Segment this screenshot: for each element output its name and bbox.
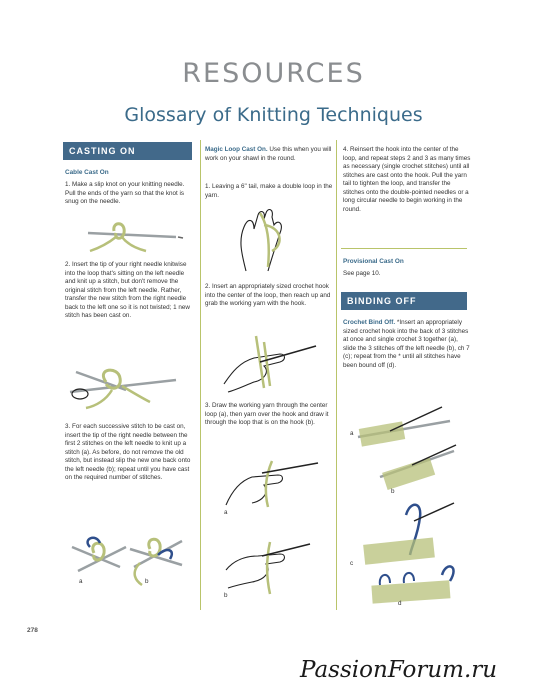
cable-step-1: 1. Make a slip knot on your knitting needle. Pull the ends of the yarn so that the knot is snug on the needle. [65, 181, 185, 205]
cable-illustration-1 [86, 215, 186, 255]
magic-label-a: a [224, 509, 228, 516]
magic-loop-intro [205, 146, 333, 163]
binding-off-band: BINDING OFF [341, 292, 467, 310]
casting-on-band: CASTING ON [63, 142, 192, 160]
magic-illustration-1 [232, 205, 302, 275]
cable-step-3: 3. For each successive stitch to be cast on, insert the tip of the right needle between the first 2 stitches on the left needle to knit up a stitch (a). As before, do not remove the old stitch, but instead slip the new one back onto the left needle (b); repeat until you have cast on the required number of stitches. [65, 423, 191, 481]
page-title: Glossary of Knitting Techniques [124, 104, 423, 126]
bind-off-label-d: d [398, 600, 402, 607]
watermark: PassionForum.ru [300, 657, 498, 683]
bind-off-label-c: c [350, 560, 354, 567]
magic-label-b: b [224, 592, 228, 599]
bind-off-label-a: a [350, 430, 354, 437]
cable-label-b: b [145, 578, 149, 585]
bind-off-label-b: b [391, 488, 395, 495]
rule-before-provisional [341, 248, 467, 249]
crochet-bind-off-text [343, 319, 471, 370]
cable-step-2: 2. Insert the tip of your right needle knitwise into the loop that's sitting on the left needle and knit up a stitch, but don't remove the original stitch from the left needle. Rather, transfer the new stitch from the right needle back to the left one so it is not twisted; 1 new stitch has been cast on. [65, 261, 190, 319]
column-divider-1 [200, 140, 201, 610]
crochet-bind-off-desc: *Insert an appropriately sized crochet hook into the back of 3 stitches at once and single crochet 3 together (a), slide the 3 stitches off the left needle (b), ch 7 (c); repeat from the * until all stitches have been bound off (d). [343, 319, 470, 369]
crochet-bind-off-term: Crochet Bind Off. [343, 319, 396, 326]
magic-illustration-2 [220, 332, 320, 392]
magic-illustration-3a [222, 455, 322, 510]
magic-loop-term: Magic Loop Cast On. [205, 146, 268, 153]
magic-step-2: 2. Insert an appropriately sized crochet hook into the center of the loop, then reach up and grab the working yarn with the hook. [205, 283, 331, 307]
cable-illustration-2 [66, 362, 186, 410]
magic-step-4: 4. Reinsert the hook into the center of the loop, and repeat steps 2 and 3 as many times as necessary (single crochet stitches) until all stitches are cast onto the hook. Pull the yarn tail to tighten the loop, and transfer the stitches onto the double-pointed needles or a long circular needle to begin working in the round. [343, 146, 471, 213]
provisional-heading: Provisional Cast On [343, 258, 404, 265]
magic-step-3: 3. Draw the working yarn through the center loop (a), then yarn over the hook and draw it through the loop that is on the hook (b). [205, 402, 329, 426]
magic-step-1: 1. Leaving a 6" tail, make a double loop in the yarn. [205, 183, 333, 199]
magic-illustration-3b [222, 540, 322, 595]
cable-cast-on-heading: Cable Cast On [65, 169, 109, 176]
provisional-see: See page 10. [343, 270, 381, 277]
bind-off-illustrations [350, 405, 460, 605]
magic-loop-desc: Use this when you will work on your shawl in the round. [205, 146, 332, 162]
cable-illustration-3 [70, 527, 190, 587]
page-number: 278 [27, 627, 38, 634]
cable-label-a: a [79, 578, 83, 585]
column-divider-2 [336, 140, 337, 610]
section-kicker: RESOURCES [182, 58, 365, 89]
